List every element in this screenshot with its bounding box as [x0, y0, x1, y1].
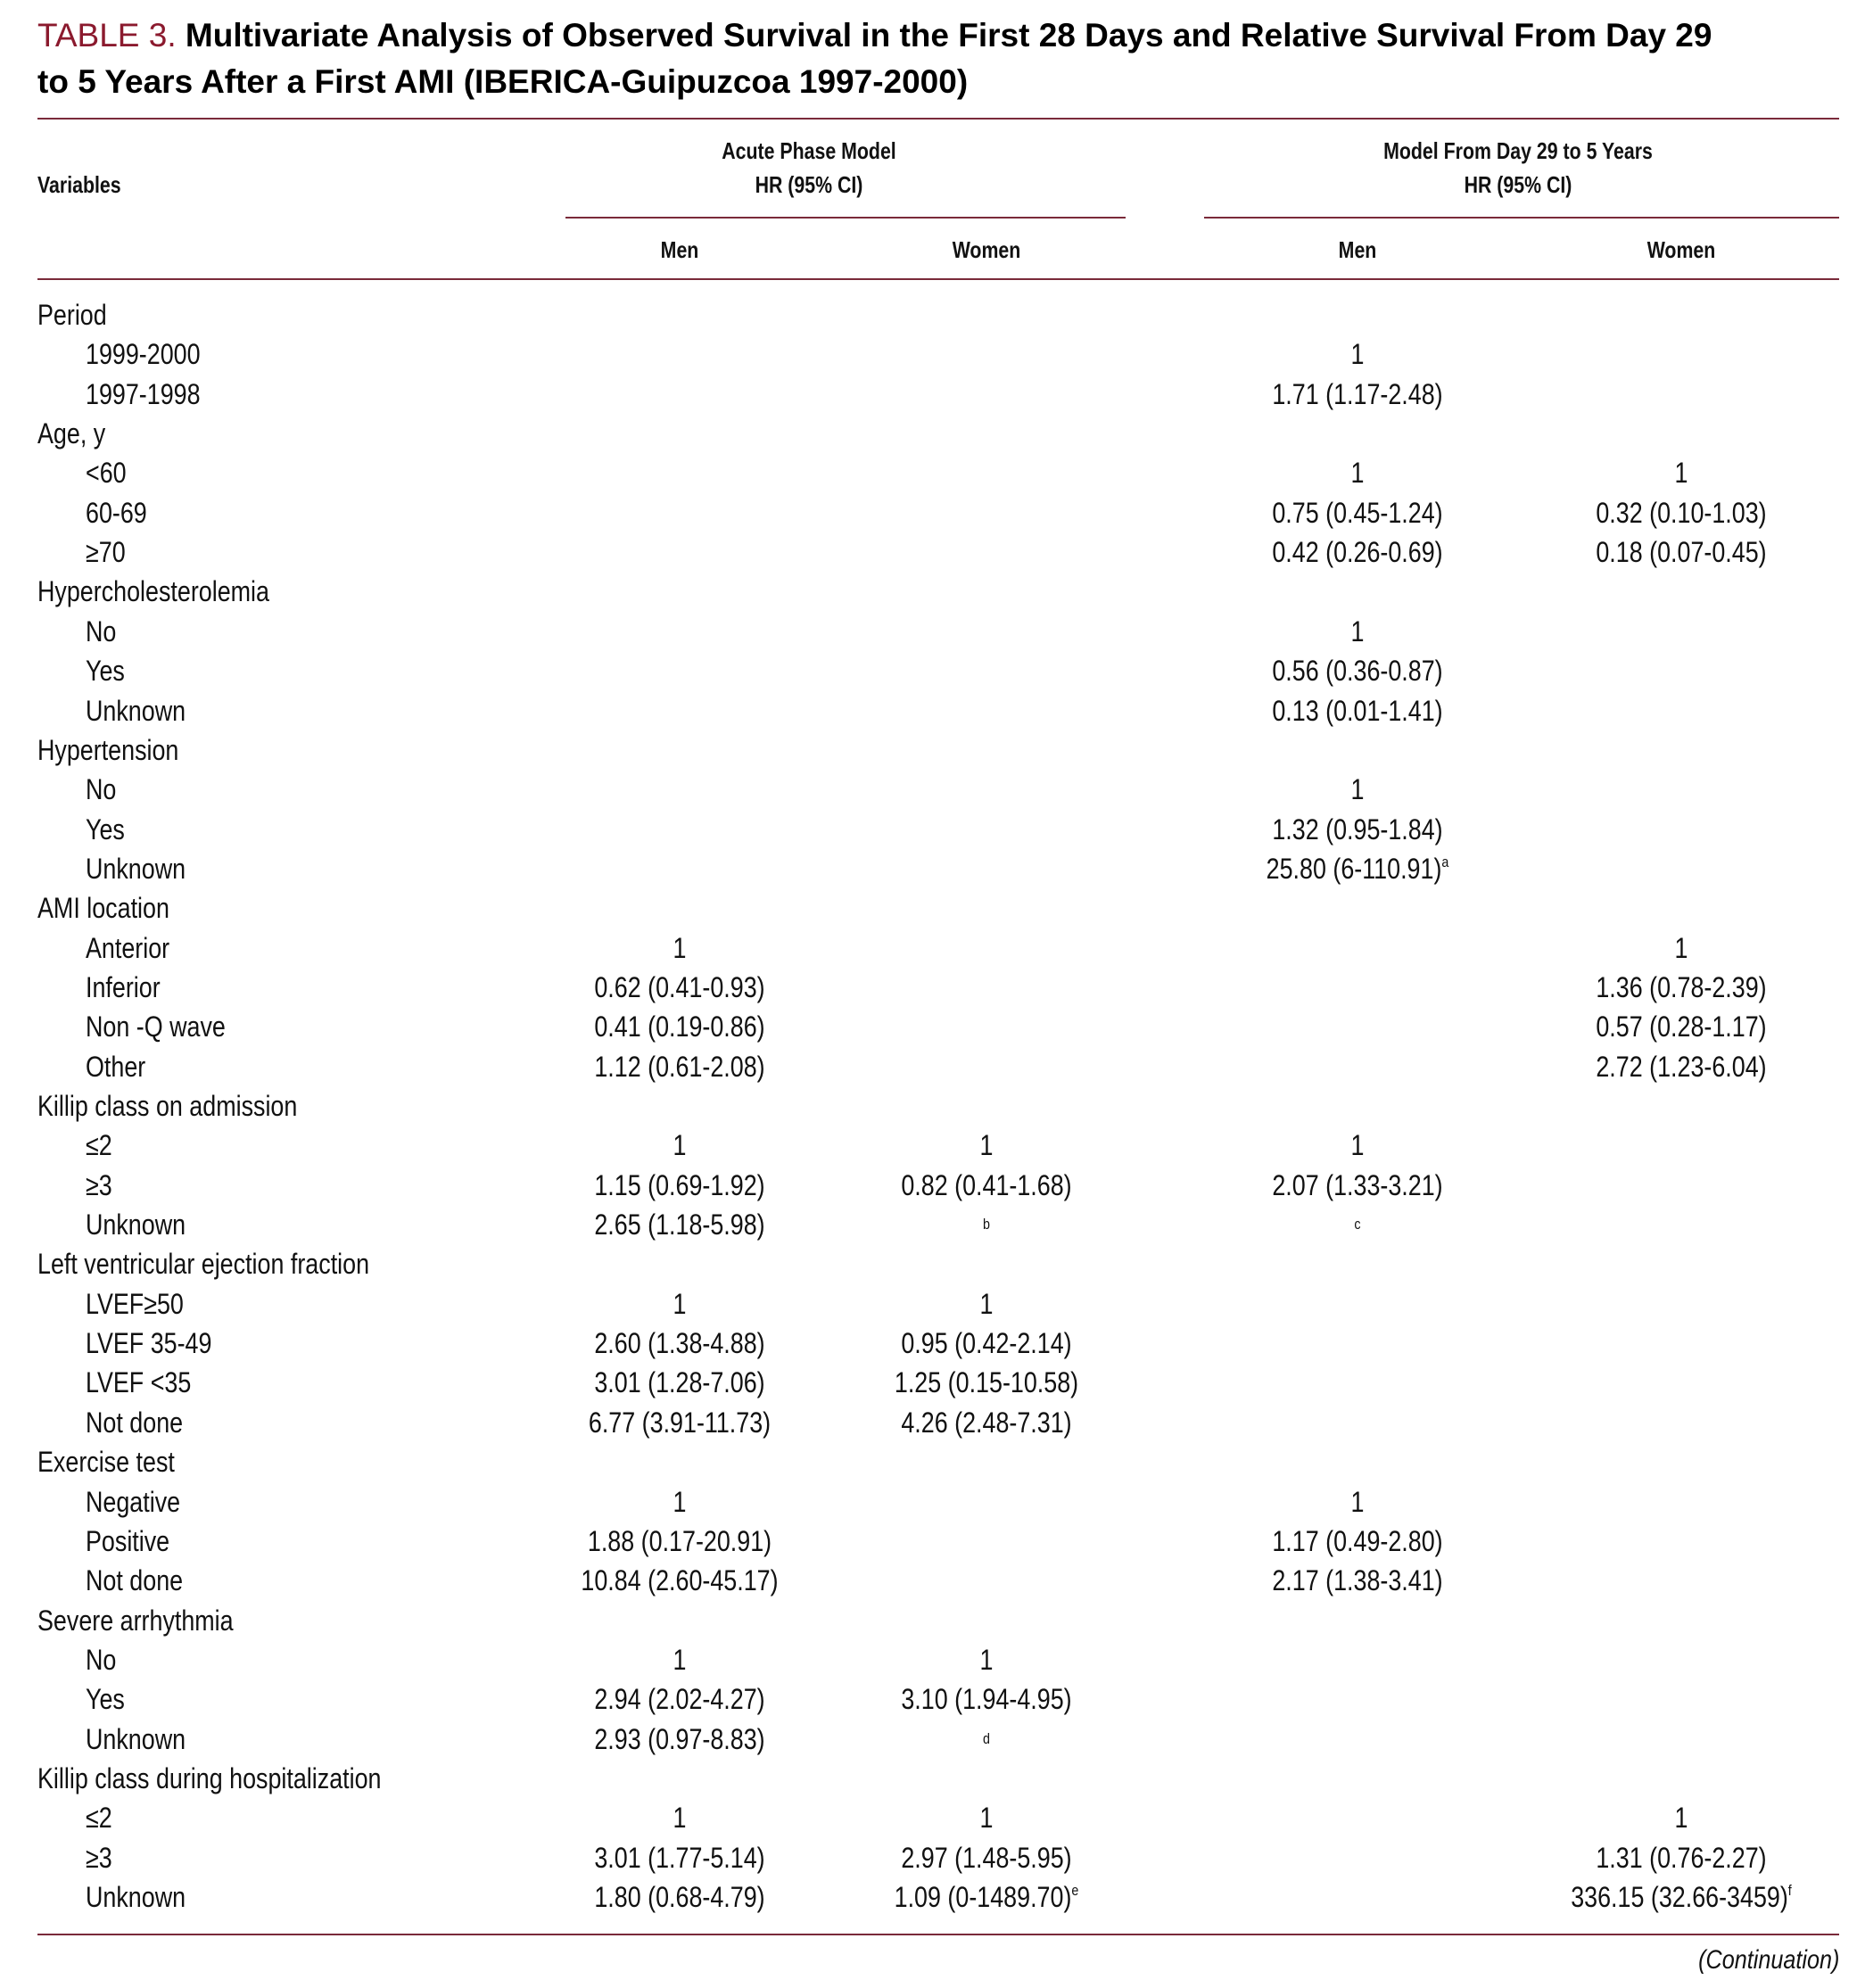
row-label: Non -Q wave	[86, 1010, 226, 1043]
row-label: Unknown	[86, 1722, 186, 1755]
table-row	[37, 691, 1839, 730]
cell-day29-men	[1223, 453, 1492, 492]
table-title-line1: Multivariate Analysis of Observed Survival in the First 28 Days and Relative Survival From Day 29	[185, 17, 1712, 54]
cell-acute-men	[545, 1403, 814, 1442]
cell-acute-women	[852, 1126, 1121, 1165]
cell-value: 1.80 (0.68-4.79)	[594, 1881, 765, 1913]
cell-value: 10.84 (2.60-45.17)	[581, 1564, 779, 1597]
cell-acute-men	[545, 1007, 814, 1046]
cell-acute-women	[852, 1403, 1121, 1442]
group-label: Hypertension	[37, 733, 179, 766]
cell-day29-men	[1223, 849, 1492, 888]
cell-value: 3.01 (1.28-7.06)	[594, 1366, 765, 1399]
cell-value: 1	[673, 1802, 687, 1835]
cell-value: 0.42 (0.26-0.69)	[1272, 536, 1443, 569]
cell-value: 1	[1350, 773, 1365, 806]
row-label: ≥3	[86, 1168, 112, 1201]
cell-acute-women	[852, 1205, 1121, 1250]
row-label: LVEF <35	[86, 1366, 192, 1399]
table-row	[37, 1363, 1839, 1402]
cell-day29-men	[1223, 810, 1492, 849]
table-row	[37, 1482, 1839, 1522]
cell-value: 1	[1674, 931, 1688, 964]
cell-value: 1	[673, 1129, 687, 1162]
cell-value: 1	[1674, 457, 1688, 490]
cell-value: 2.60 (1.38-4.88)	[594, 1327, 765, 1360]
row-label: LVEF≥50	[86, 1287, 184, 1320]
row-label: Inferior	[86, 970, 161, 1003]
row-label: 1997-1998	[86, 377, 201, 410]
row-label: Not done	[86, 1564, 184, 1597]
cell-value: 1	[1350, 457, 1365, 490]
cell-day29-men	[1223, 1482, 1492, 1522]
cell-acute-men	[545, 1679, 814, 1719]
header-acute-model-hr: HR (95% CI)	[755, 171, 863, 198]
table-row	[37, 770, 1839, 809]
cell-day29-women	[1547, 1877, 1816, 1917]
cell-value: 0.95 (0.42-2.14)	[901, 1327, 1072, 1360]
row-label: Unknown	[86, 694, 186, 727]
table-row	[37, 1798, 1839, 1837]
group-label: Severe arrhythmia	[37, 1604, 234, 1637]
header-variables: Variables	[37, 171, 121, 198]
cell-value: 1.36 (0.78-2.39)	[1596, 970, 1767, 1003]
cell-value: 1.15 (0.69-1.92)	[594, 1168, 765, 1201]
row-label: Yes	[86, 813, 125, 846]
table-group-row	[37, 414, 1839, 453]
cell-value: 1.88 (0.17-20.91)	[587, 1524, 772, 1557]
cell-value: 1.09 (0-1489.70)	[894, 1881, 1072, 1913]
row-label: LVEF 35-49	[86, 1327, 212, 1360]
cell-value: 3.10 (1.94-4.95)	[901, 1683, 1072, 1716]
table-row	[37, 1284, 1839, 1324]
row-label: Negative	[86, 1485, 181, 1518]
table-title-line2: to 5 Years After a First AMI (IBERICA-Guipuzcoa 1997-2000)	[37, 63, 969, 100]
cell-value: 2.65 (1.18-5.98)	[594, 1208, 765, 1241]
table-group-row	[37, 295, 1839, 334]
cell-acute-men	[545, 1363, 814, 1402]
row-label: No	[86, 615, 117, 648]
cell-acute-women	[852, 1679, 1121, 1719]
cell-value: 1	[673, 1287, 687, 1320]
cell-acute-women	[852, 1798, 1121, 1837]
row-label: ≥3	[86, 1841, 112, 1874]
continuation-note: (Continuation)	[1697, 1945, 1839, 1975]
cell-day29-men	[1223, 1522, 1492, 1561]
cell-day29-men	[1223, 691, 1492, 730]
cell-day29-men	[1223, 532, 1492, 572]
cell-day29-men	[1223, 651, 1492, 690]
cell-value: 336.15 (32.66-3459)	[1571, 1881, 1788, 1913]
cell-acute-men	[545, 1522, 814, 1561]
cell-acute-men	[545, 1047, 814, 1086]
table-group-row	[37, 730, 1839, 770]
cell-day29-men	[1223, 375, 1492, 414]
group-label: Period	[37, 299, 107, 331]
row-label: Not done	[86, 1406, 184, 1439]
cell-acute-women	[852, 1877, 1121, 1917]
table-row	[37, 532, 1839, 572]
row-label: Unknown	[86, 1208, 186, 1241]
cell-value: 1	[979, 1129, 994, 1162]
header-women-day29: Women	[1646, 236, 1716, 263]
row-label: 60-69	[86, 496, 147, 529]
group-label: AMI location	[37, 892, 169, 925]
table-row	[37, 453, 1839, 492]
day29-model-subrule	[1204, 217, 1839, 219]
footnote-marker: b	[983, 1216, 990, 1233]
cell-acute-men	[545, 1838, 814, 1877]
cell-acute-women	[852, 1284, 1121, 1324]
cell-acute-men	[545, 1324, 814, 1363]
header-day29-model	[1276, 134, 1759, 202]
cell-value: 2.93 (0.97-8.83)	[594, 1722, 765, 1755]
cell-acute-men	[545, 1561, 814, 1600]
header-women-acute: Women	[952, 236, 1021, 263]
table-row	[37, 1877, 1839, 1917]
table-row	[37, 1166, 1839, 1205]
cell-day29-men	[1223, 1561, 1492, 1600]
table-row	[37, 1205, 1839, 1244]
group-label: Killip class during hospitalization	[37, 1761, 382, 1794]
row-label: Yes	[86, 1683, 125, 1716]
cell-value: 1.17 (0.49-2.80)	[1272, 1524, 1443, 1557]
table-group-row	[37, 1601, 1839, 1640]
table-row	[37, 1640, 1839, 1679]
cell-day29-women	[1547, 453, 1816, 492]
cell-acute-men	[545, 928, 814, 968]
table-group-row	[37, 1086, 1839, 1126]
cell-acute-men	[545, 1126, 814, 1165]
table-row	[37, 968, 1839, 1007]
table-row	[37, 375, 1839, 414]
cell-value: 2.72 (1.23-6.04)	[1596, 1050, 1767, 1083]
cell-value: 0.41 (0.19-0.86)	[594, 1010, 765, 1043]
cell-day29-men	[1223, 334, 1492, 374]
footnote-marker: e	[1071, 1882, 1079, 1899]
cell-value: 1.25 (0.15-10.58)	[894, 1366, 1079, 1399]
table-group-row	[37, 1244, 1839, 1283]
table-group-row	[37, 572, 1839, 611]
cell-value: 1	[1350, 615, 1365, 648]
table-caption	[37, 12, 1821, 105]
cell-value: 0.56 (0.36-0.87)	[1272, 655, 1443, 688]
table-row	[37, 493, 1839, 532]
cell-value: 1	[979, 1287, 994, 1320]
cell-acute-women	[852, 1838, 1121, 1877]
group-label: Killip class on admission	[37, 1090, 298, 1122]
cell-value: 1.31 (0.76-2.27)	[1596, 1841, 1767, 1874]
cell-value: 0.75 (0.45-1.24)	[1272, 496, 1443, 529]
cell-day29-men	[1223, 770, 1492, 809]
cell-value: 1.71 (1.17-2.48)	[1272, 377, 1443, 410]
row-label: Yes	[86, 655, 125, 688]
cell-value: 0.32 (0.10-1.03)	[1596, 496, 1767, 529]
cell-acute-men	[545, 1640, 814, 1679]
cell-day29-women	[1547, 1798, 1816, 1837]
row-label: Unknown	[86, 1881, 186, 1913]
table-row	[37, 1522, 1839, 1561]
table-row	[37, 1047, 1839, 1086]
cell-acute-women	[852, 1720, 1121, 1765]
cell-value: 0.13 (0.01-1.41)	[1272, 694, 1443, 727]
cell-value: 1	[1674, 1802, 1688, 1835]
table-group-row	[37, 888, 1839, 928]
table-group-row	[37, 1759, 1839, 1798]
cell-acute-women	[852, 1640, 1121, 1679]
table-row	[37, 1324, 1839, 1363]
cell-day29-men	[1223, 1166, 1492, 1205]
cell-value: 2.97 (1.48-5.95)	[901, 1841, 1072, 1874]
row-label: ≤2	[86, 1129, 112, 1162]
group-label: Age, y	[37, 417, 106, 450]
cell-value: 1	[979, 1643, 994, 1676]
row-label: ≥70	[86, 536, 126, 569]
footnote-marker: a	[1441, 853, 1449, 870]
cell-day29-women	[1547, 1047, 1816, 1086]
cell-acute-men	[545, 1720, 814, 1759]
row-label: No	[86, 1643, 117, 1676]
header-acute-model-title: Acute Phase Model	[722, 137, 896, 164]
cell-day29-men	[1223, 1205, 1492, 1250]
top-rule	[37, 118, 1839, 120]
header-day29-model-hr: HR (95% CI)	[1464, 171, 1572, 198]
cell-value: 0.18 (0.07-0.45)	[1596, 536, 1767, 569]
cell-acute-men	[545, 1205, 814, 1244]
group-label: Hypercholesterolemia	[37, 575, 269, 608]
cell-value: 0.62 (0.41-0.93)	[594, 970, 765, 1003]
cell-day29-women	[1547, 1007, 1816, 1046]
row-label: No	[86, 773, 117, 806]
cell-value: 25.80 (6-110.91)	[1266, 852, 1442, 885]
cell-value: 0.82 (0.41-1.68)	[901, 1168, 1072, 1201]
acute-model-subrule	[565, 217, 1126, 219]
cell-acute-men	[545, 1877, 814, 1917]
cell-value: 1.32 (0.95-1.84)	[1272, 813, 1443, 846]
cell-day29-men	[1223, 612, 1492, 651]
cell-value: 2.17 (1.38-3.41)	[1272, 1564, 1443, 1597]
table-group-row	[37, 1442, 1839, 1481]
footnote-marker: d	[983, 1729, 990, 1747]
table-row	[37, 928, 1839, 968]
bottom-rule	[37, 1934, 1839, 1935]
table-row	[37, 1679, 1839, 1719]
table-row	[37, 1126, 1839, 1165]
cell-value: 1	[673, 1485, 687, 1518]
cell-value: 1	[673, 1643, 687, 1676]
table-row	[37, 1561, 1839, 1600]
cell-value: 0.57 (0.28-1.17)	[1596, 1010, 1767, 1043]
cell-value: 1	[1350, 338, 1365, 371]
row-label: Other	[86, 1050, 146, 1083]
header-day29-model-title: Model From Day 29 to 5 Years	[1383, 137, 1653, 164]
cell-value: 1	[979, 1802, 994, 1835]
header-men-acute: Men	[660, 236, 699, 263]
cell-acute-men	[545, 1798, 814, 1837]
row-label: ≤2	[86, 1802, 112, 1835]
row-label: Unknown	[86, 852, 186, 885]
cell-acute-men	[545, 1482, 814, 1522]
footnote-marker: f	[1787, 1882, 1792, 1899]
header-bottom-rule	[37, 278, 1839, 280]
cell-day29-women	[1547, 532, 1816, 572]
footnote-marker: c	[1354, 1216, 1361, 1233]
cell-value: 1	[1350, 1485, 1365, 1518]
cell-value: 3.01 (1.77-5.14)	[594, 1841, 765, 1874]
cell-value: 2.94 (2.02-4.27)	[594, 1683, 765, 1716]
cell-acute-men	[545, 1166, 814, 1205]
table-row	[37, 334, 1839, 374]
group-label: Exercise test	[37, 1446, 175, 1479]
cell-day29-men	[1223, 1126, 1492, 1165]
row-label: <60	[86, 457, 127, 490]
row-label: 1999-2000	[86, 338, 201, 371]
header-men-day29: Men	[1338, 236, 1377, 263]
cell-value: 1	[673, 931, 687, 964]
cell-acute-men	[545, 968, 814, 1007]
cell-acute-women	[852, 1166, 1121, 1205]
row-label: Anterior	[86, 931, 170, 964]
table-row	[37, 1838, 1839, 1877]
cell-day29-women	[1547, 968, 1816, 1007]
table-row	[37, 612, 1839, 651]
cell-value: 1.12 (0.61-2.08)	[594, 1050, 765, 1083]
table-row	[37, 1720, 1839, 1759]
cell-value: 1	[1350, 1129, 1365, 1162]
cell-day29-women	[1547, 1838, 1816, 1877]
cell-value: 2.07 (1.33-3.21)	[1272, 1168, 1443, 1201]
header-acute-model	[608, 134, 1011, 202]
cell-value: 4.26 (2.48-7.31)	[901, 1406, 1072, 1439]
table-row	[37, 651, 1839, 690]
cell-acute-men	[545, 1284, 814, 1324]
row-label: Positive	[86, 1524, 170, 1557]
table-label: TABLE 3.	[37, 17, 177, 54]
group-label: Left ventricular ejection fraction	[37, 1248, 370, 1281]
cell-value: 6.77 (3.91-11.73)	[588, 1406, 772, 1439]
cell-day29-women	[1547, 928, 1816, 968]
cell-acute-women	[852, 1363, 1121, 1402]
cell-acute-women	[852, 1324, 1121, 1363]
cell-day29-women	[1547, 493, 1816, 532]
table-row	[37, 810, 1839, 849]
table-row	[37, 1007, 1839, 1046]
table-row	[37, 849, 1839, 888]
table-row	[37, 1403, 1839, 1442]
cell-day29-men	[1223, 493, 1492, 532]
